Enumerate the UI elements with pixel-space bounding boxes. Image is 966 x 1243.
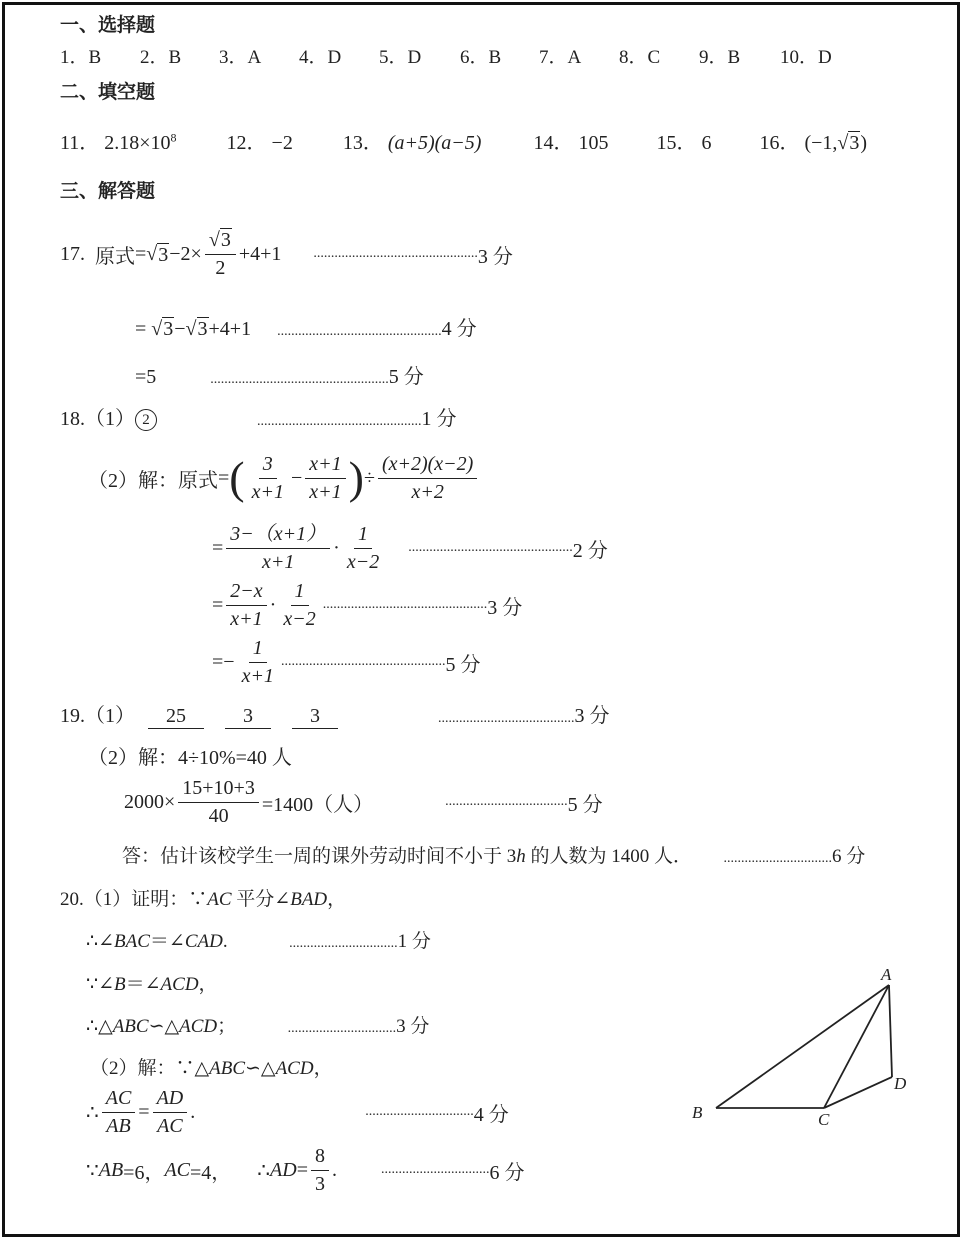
q11-exponent: 8 bbox=[170, 130, 177, 145]
equals: = bbox=[138, 1100, 150, 1123]
leader-dots: ................................... bbox=[445, 794, 568, 809]
num: 2−x bbox=[226, 579, 266, 606]
q12-label: 12． bbox=[226, 132, 267, 154]
q17-line2: = √3−√3+4+1 ...............................................4 分 bbox=[135, 318, 477, 340]
score: 2 分 bbox=[572, 539, 608, 562]
den: x+2 bbox=[411, 480, 444, 503]
score: 1 分 bbox=[397, 931, 431, 952]
q20-line2 bbox=[86, 926, 431, 953]
text: ， bbox=[327, 889, 347, 910]
q17-label: 17. bbox=[60, 242, 85, 265]
den: x+1 bbox=[230, 607, 263, 630]
leader-dots: ............................................... bbox=[277, 324, 442, 339]
equals-minus: =− bbox=[212, 650, 235, 673]
den: x+1 bbox=[241, 664, 274, 687]
label-C: C bbox=[818, 1110, 830, 1129]
fraction: $\frac{√3}{2}$ bbox=[205, 228, 236, 281]
because: ∵ bbox=[86, 1159, 99, 1182]
leader-dots: ............................................... bbox=[257, 414, 422, 429]
text: ∽△ bbox=[245, 1058, 276, 1079]
text: =4， bbox=[190, 1161, 232, 1184]
den: 40 bbox=[208, 804, 229, 827]
text: ＝∠ bbox=[125, 974, 161, 995]
choice-answer: 4．D bbox=[299, 47, 342, 68]
q13-value: (a+5)(a−5) bbox=[387, 132, 482, 154]
label-A: A bbox=[881, 965, 892, 984]
q16-value-c: ) bbox=[860, 132, 868, 154]
choice-answer: 10．D bbox=[780, 47, 832, 68]
num: 1 bbox=[249, 636, 267, 663]
score: 4 分 bbox=[473, 1103, 509, 1126]
score: 3 分 bbox=[574, 705, 610, 727]
score: 4 分 bbox=[441, 318, 477, 340]
section-title-choice: 一、选择题 bbox=[60, 14, 156, 36]
blank-answer: 25 bbox=[148, 705, 204, 729]
fill-answers: 11． $2.18\times 10^8$ 12． −2 13． (a+5)(a−5) 14． 105 15． 6 16． (−1,√3) bbox=[60, 130, 868, 154]
den: 3 bbox=[314, 1172, 325, 1195]
answer-text: 的人数为 1400 人． bbox=[525, 846, 693, 867]
calc-result: =1400（人） bbox=[261, 793, 374, 816]
fraction bbox=[178, 776, 259, 829]
section-title-fill: 二、填空题 bbox=[60, 81, 156, 103]
leader-dots: ............................... bbox=[380, 1162, 490, 1177]
q16-value-b: 3 bbox=[849, 132, 860, 154]
text: ， bbox=[198, 974, 218, 995]
num: AC bbox=[102, 1086, 136, 1113]
text: ， bbox=[313, 1058, 333, 1079]
leader-dots: ............................................... bbox=[280, 654, 446, 669]
q14-label: 14． bbox=[533, 132, 574, 154]
q20-line3 bbox=[86, 969, 218, 996]
divide: ÷ bbox=[363, 466, 375, 489]
var: BAC bbox=[114, 931, 150, 952]
choice-answer: 5．D bbox=[379, 47, 422, 68]
fraction bbox=[238, 636, 278, 689]
dot: · bbox=[333, 536, 340, 559]
sqrt-3: 3 bbox=[197, 318, 208, 340]
text: ∵∠ bbox=[86, 974, 115, 995]
q11-label: 11． bbox=[60, 132, 100, 154]
num: 1 bbox=[291, 579, 309, 606]
q18-step2 bbox=[212, 575, 522, 635]
q20-line6 bbox=[86, 1082, 509, 1142]
score: 3 分 bbox=[396, 1016, 430, 1037]
num: 1 bbox=[354, 522, 372, 549]
text: ∴∠ bbox=[86, 931, 115, 952]
leader-dots: ............................................... bbox=[322, 597, 488, 612]
den: x−2 bbox=[346, 550, 380, 573]
equals: = bbox=[135, 242, 147, 265]
q14-value: 105 bbox=[578, 132, 609, 154]
q17-term: −2× bbox=[169, 242, 202, 265]
fraction bbox=[378, 452, 477, 505]
choice-answer: 1．B bbox=[60, 47, 102, 68]
q19-calc bbox=[124, 772, 603, 832]
q12-value: −2 bbox=[271, 132, 293, 154]
score: 3 分 bbox=[487, 596, 523, 619]
den: AB bbox=[106, 1114, 131, 1137]
q19-part2: （2）解：4÷10%=40 人 bbox=[88, 747, 292, 769]
section-title-solve: 三、解答题 bbox=[60, 180, 156, 202]
num: AD bbox=[153, 1086, 188, 1113]
var: ABC bbox=[112, 1016, 149, 1037]
equals: = bbox=[212, 536, 224, 559]
leader-dots: ............................... bbox=[287, 1021, 397, 1036]
den: x+1 bbox=[309, 480, 342, 503]
num: x+1 bbox=[305, 452, 345, 479]
choice-answer: 6．B bbox=[460, 47, 502, 68]
var: ABC bbox=[209, 1058, 246, 1079]
num: 8 bbox=[311, 1144, 329, 1171]
fraction bbox=[305, 452, 345, 505]
text: ∴△ bbox=[86, 1016, 113, 1037]
fraction bbox=[153, 1086, 188, 1139]
var: AC bbox=[164, 1158, 191, 1181]
q18-step1 bbox=[212, 518, 608, 578]
blank-answer: 3 bbox=[225, 705, 271, 729]
minus: − bbox=[174, 318, 186, 340]
q18-part1 bbox=[60, 402, 457, 431]
answer-text: 答：估计该校学生一周的课外劳动时间不小于 3 bbox=[122, 846, 517, 867]
triangle-figure bbox=[680, 960, 920, 1135]
score: 6 分 bbox=[489, 1161, 525, 1184]
score: 5 分 bbox=[567, 793, 603, 816]
q19-part1 bbox=[60, 699, 610, 729]
segment-AD bbox=[889, 985, 892, 1077]
choice-answer: 9．B bbox=[699, 47, 741, 68]
fraction bbox=[279, 579, 319, 632]
var: ACD bbox=[179, 1016, 218, 1037]
therefore: ∴ bbox=[86, 1101, 99, 1124]
var: ACD bbox=[160, 974, 199, 995]
label-B: B bbox=[692, 1103, 703, 1122]
right-paren: ) bbox=[348, 452, 364, 503]
sqrt-3: 3 bbox=[158, 243, 169, 266]
text: 平分∠ bbox=[231, 889, 291, 910]
sqrt-3: 3 bbox=[163, 318, 174, 340]
var: AD bbox=[270, 1158, 297, 1181]
dot: · bbox=[269, 593, 277, 616]
num: 3−（x+1） bbox=[226, 522, 330, 549]
q20-line4 bbox=[86, 1011, 429, 1038]
choice-answer: 3．A bbox=[219, 47, 262, 68]
leader-dots: ............................................... bbox=[313, 246, 478, 261]
text: =6， bbox=[123, 1161, 165, 1184]
q20-line1 bbox=[60, 884, 346, 911]
calc-term: 2000× bbox=[124, 790, 176, 813]
q16-value-a: (−1, bbox=[804, 132, 838, 154]
q18-part2-label: （2）解：原式 bbox=[88, 469, 218, 492]
leader-dots: ............................... bbox=[723, 851, 833, 866]
score: 6 分 bbox=[832, 846, 866, 867]
equals: = bbox=[135, 318, 147, 340]
score: 5 分 bbox=[388, 366, 424, 388]
answer-unit: h bbox=[516, 846, 526, 867]
q19-label: 19.（1） bbox=[60, 705, 135, 727]
den: 2 bbox=[215, 256, 226, 279]
text: 20.（1）证明：∵ bbox=[60, 889, 208, 910]
num: 3 bbox=[220, 228, 231, 251]
equals: = bbox=[212, 593, 224, 616]
score: 1 分 bbox=[421, 408, 457, 430]
blank-answer: 3 bbox=[292, 705, 338, 729]
period: . bbox=[190, 1100, 196, 1123]
fraction bbox=[311, 1144, 329, 1197]
num: (x+2)(x−2) bbox=[378, 452, 477, 479]
text: （2）解：∵△ bbox=[90, 1058, 210, 1079]
leader-dots: ............................... bbox=[365, 1104, 474, 1119]
leader-dots: ............................... bbox=[289, 936, 398, 951]
num: 3 bbox=[259, 452, 277, 479]
leader-dots: ....................................... bbox=[438, 711, 575, 726]
score: 5 分 bbox=[445, 653, 481, 676]
q17-result: =5 bbox=[135, 366, 157, 388]
q19-answer bbox=[122, 841, 865, 868]
fraction bbox=[102, 1086, 136, 1139]
q15-value: 6 bbox=[701, 132, 712, 154]
therefore: ∴ bbox=[257, 1159, 271, 1182]
fraction bbox=[226, 579, 266, 632]
q16-label: 16． bbox=[759, 132, 800, 154]
den: x+1 bbox=[251, 480, 284, 503]
q17-term: +4+1 bbox=[208, 318, 252, 340]
den: x+1 bbox=[262, 550, 295, 573]
equals: = bbox=[218, 466, 230, 489]
q20-line7 bbox=[86, 1140, 524, 1200]
q15-label: 15． bbox=[656, 132, 697, 154]
segment-CD bbox=[824, 1077, 892, 1108]
choice-answer: 8．C bbox=[619, 47, 661, 68]
label-D: D bbox=[894, 1074, 907, 1093]
q18-part2-line1 bbox=[88, 448, 480, 508]
var: AB bbox=[98, 1158, 124, 1181]
left-paren: ( bbox=[229, 452, 245, 503]
text: ； bbox=[217, 1016, 237, 1037]
var: B bbox=[114, 974, 126, 995]
q17-yuanshi: 原式 bbox=[95, 245, 135, 268]
text: ＝∠ bbox=[149, 931, 185, 952]
equals: = bbox=[296, 1158, 308, 1181]
var: CAD bbox=[184, 931, 223, 952]
text: . bbox=[222, 931, 228, 952]
den: x−2 bbox=[283, 607, 316, 630]
circled-number: 2 bbox=[135, 409, 157, 431]
q17-term: +4+1 bbox=[238, 242, 282, 265]
choice-answer: 7．A bbox=[539, 47, 582, 68]
q11-value: 2.18×10 bbox=[104, 132, 171, 154]
var: BAD bbox=[290, 889, 328, 910]
minus: − bbox=[290, 466, 303, 489]
q20-line5 bbox=[90, 1053, 333, 1080]
q18-step3 bbox=[212, 632, 480, 692]
choice-answers bbox=[60, 42, 832, 69]
var: ACD bbox=[275, 1058, 314, 1079]
fraction bbox=[248, 452, 288, 505]
q17-line1: 17. 原式 = √ 3 −2× $\frac{√3}{2}$ +4+1 ............................................... 3 分 bbox=[60, 228, 513, 279]
segment-AC bbox=[824, 985, 889, 1108]
var: AC bbox=[207, 889, 232, 910]
q13-label: 13． bbox=[342, 132, 383, 154]
den: AC bbox=[157, 1114, 183, 1137]
fraction bbox=[226, 522, 330, 575]
score: 3 分 bbox=[477, 245, 513, 268]
text: ∽△ bbox=[148, 1016, 180, 1037]
q18-label: 18.（1） bbox=[60, 408, 135, 430]
leader-dots: ................................................... bbox=[210, 372, 389, 387]
period: . bbox=[331, 1158, 337, 1181]
fraction bbox=[343, 522, 383, 575]
leader-dots: ............................................... bbox=[408, 540, 573, 555]
num: 15+10+3 bbox=[178, 776, 259, 803]
choice-answer: 2．B bbox=[140, 47, 182, 68]
q17-line3 bbox=[135, 360, 424, 389]
